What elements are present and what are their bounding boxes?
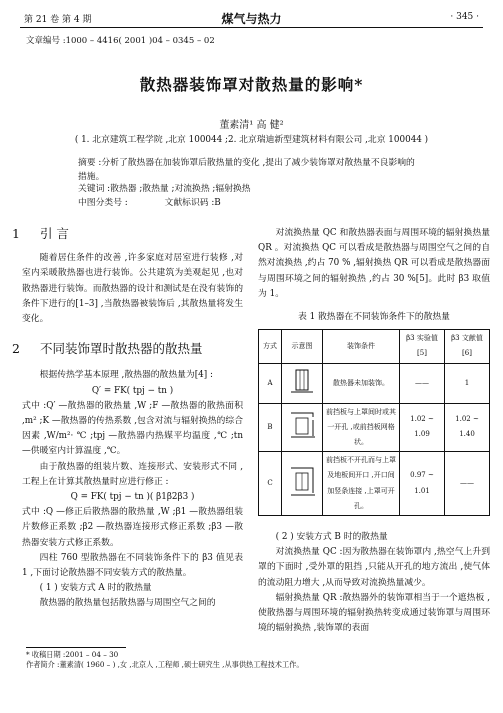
table-cell-condition: 散热器未加装饰。 [323, 363, 400, 403]
section-2-para-4: 式中 :Q —修正后散热器的散热量 ,W ;β1 —散热器组装片数修正系数 ;β2 —散热器连接形式修正系数 ;β3 —散热器安装方式修正系数。 [22, 507, 243, 548]
section-2-para-2: 式中 :Q′ —散热器的散热量 ,W ;F —散热器的散热面积 ,m² ;K —散热器的传热系数 ,包含对流与辐射换热的综合因素 ,W/m²· ℃ ;tpj —散热器内热媒平均温度 ,℃ ;tn —供暖室内计算温度 ,℃。 [22, 400, 243, 457]
table-cell-condition: 前挡板与上罩间时或其一开孔 ,或前挡板网格状。 [323, 403, 400, 452]
table-header-row [259, 330, 490, 363]
radiator-diagram-a [287, 365, 317, 395]
table-row [259, 452, 490, 516]
running-header-volume: 第 21 卷 第 4 期 [24, 15, 92, 25]
table-cell-mode: A [259, 363, 282, 403]
article-id: 文章编号 :1000 – 4416( 2001 )04 – 0345 – 02 [26, 36, 215, 46]
section-1-text: 随着居住条件的改善 ,许多家庭对居室进行装修 ,对室内采暖散热器也进行装饰。公共建筑为美观起见 ,也对散热器进行装饰。而散热器的设计和测试是在没有装饰的条件下进行的[1–3] ,当散热器被装饰后 ,其散热量将发生变化。 [22, 253, 243, 325]
keywords: 关键词 :散热器 ;散热量 ;对流换热 ;辐射换热 [78, 184, 251, 194]
paper-title: 散热器装饰罩对散热量的影响* [139, 75, 364, 94]
subsection-2-heading: ( 2 ) 安装方式 B 时的散热量 [275, 532, 388, 543]
footnote-rule [26, 647, 126, 648]
equation-2: Q = FK( tpj − tn )( β1β2β3 ) [70, 492, 195, 503]
section-1-heading [12, 226, 243, 241]
footnote-author-bio: 作者简介 :董素清( 1960 – ) ,女 ,北京人 ,工程师 ,硕士研究生 ,从事供热工程技术工作。 [26, 660, 304, 669]
clc-number: 中图分类号 : [78, 198, 128, 208]
footnote [26, 650, 304, 670]
section-1-title: 引 言 [39, 226, 69, 241]
section-2-heading [12, 341, 243, 356]
doc-code: 文献标识码 :B [164, 198, 221, 208]
diagram-c [282, 452, 323, 516]
header-rule [20, 27, 483, 28]
table-header-diagram: 示意图 [282, 330, 323, 363]
right-para-1: 对流换热量 QC 和散热器表面与周围环境的辐射换热量 QR 。对流换热 QC 可以看成是散热器与周围空气之间的自然对流换热 ,约占 70 % ,辐射换热 QR 可以看成是散热器面与周围环境之间的辐射换热 ,约占 30 %[5]。此时 β3 取值为 1。 [258, 228, 490, 299]
table-caption: 表 1 散热器在不同装饰条件下的散热量 [298, 312, 450, 323]
right-para-3: 辐射换热量 QR :散热器外的装饰罩相当于一个遮热板 ,使散热器与周围环境的辐射换热转变成通过装饰罩与周围环境的辐射换热 ,装饰罩的表面 [258, 592, 490, 634]
section-2-para-3: 由于散热器的组装片数、连接形式、安装形式不同 ,工程上在计算其散热量时应进行修正 : [22, 461, 243, 487]
table-header-condition: 装饰条件 [323, 330, 400, 363]
table-cell-lit: 1.02 ~ 1.40 [445, 403, 490, 452]
diagram-a [282, 363, 323, 403]
radiator-diagram-b [287, 408, 317, 440]
table-cell-condition: 前挡板不开孔而与上罩及地板间开口 ,开口间加竖条连接 ,上罩可开孔。 [323, 452, 400, 516]
running-header-page: · 345 · [450, 12, 479, 22]
right-para-2: 对流换热量 QC :因为散热器在装饰罩内 ,热空气上升到罩的下面时 ,受外罩的阻挡 ,只能从开孔的地方流出 ,使气体的流动阻力增大 ,从而导致对流换热量减少。 [258, 547, 490, 588]
classification [78, 196, 423, 210]
table-header-lit: β3 文献值[6] [445, 330, 490, 363]
table-cell-lit: —— [445, 452, 490, 516]
table-cell-lit: 1 [445, 363, 490, 403]
table-row [259, 403, 490, 452]
table-header-mode: 方式 [259, 330, 282, 363]
right-column [258, 226, 490, 636]
affiliation: ( 1. 北京建筑工程学院 ,北京 100044 ;2. 北京瑞迪新型建筑材料有限公司 ,北京 100044 ) [74, 135, 429, 145]
table-row [259, 363, 490, 403]
radiator-table [258, 329, 490, 516]
abstract: 摘要 :分析了散热器在加装饰罩后散热量的变化 ,提出了减少装饰罩对散热量不良影响的措施。 [78, 158, 415, 182]
footnote-received: * 收稿日期 :2001 – 04 – 30 [26, 650, 119, 659]
section-2-para-6: 散热器的散热量包括散热器与周围空气之间的 [39, 598, 216, 609]
radiator-diagram-c [287, 464, 317, 498]
authors: 董素清¹ 高 健² [219, 120, 284, 131]
table-cell-mode: C [259, 452, 282, 516]
table-cell-mode: B [259, 403, 282, 452]
section-2-title: 不同装饰罩时散热器的散热量 [39, 341, 203, 357]
table-header-exp: β3 实验值[5] [400, 330, 445, 363]
section-2-number: 2 [12, 341, 20, 357]
left-column [12, 226, 243, 612]
subsection-1-heading: ( 1 ) 安装方式 A 时的散热量 [39, 583, 152, 594]
section-1-number: 1 [12, 226, 20, 241]
running-header-journal: 煤气与热力 [221, 12, 282, 26]
section-2-para-1: 根据传热学基本原理 ,散热器的散热量为[4] : [39, 370, 213, 381]
table-cell-exp: 1.02 ~ 1.09 [400, 403, 445, 452]
section-2-para-5: 四柱 760 型散热器在不同装饰条件下的 β3 值见表 1 ,下面讨论散热器不同安装方式的散热量。 [22, 552, 243, 579]
diagram-b [282, 403, 323, 452]
table-cell-exp: —— [400, 363, 445, 403]
equation-1: Q′ = FK( tpj − tn ) [91, 385, 174, 396]
table-cell-exp: 0.97 ~ 1.01 [400, 452, 445, 516]
